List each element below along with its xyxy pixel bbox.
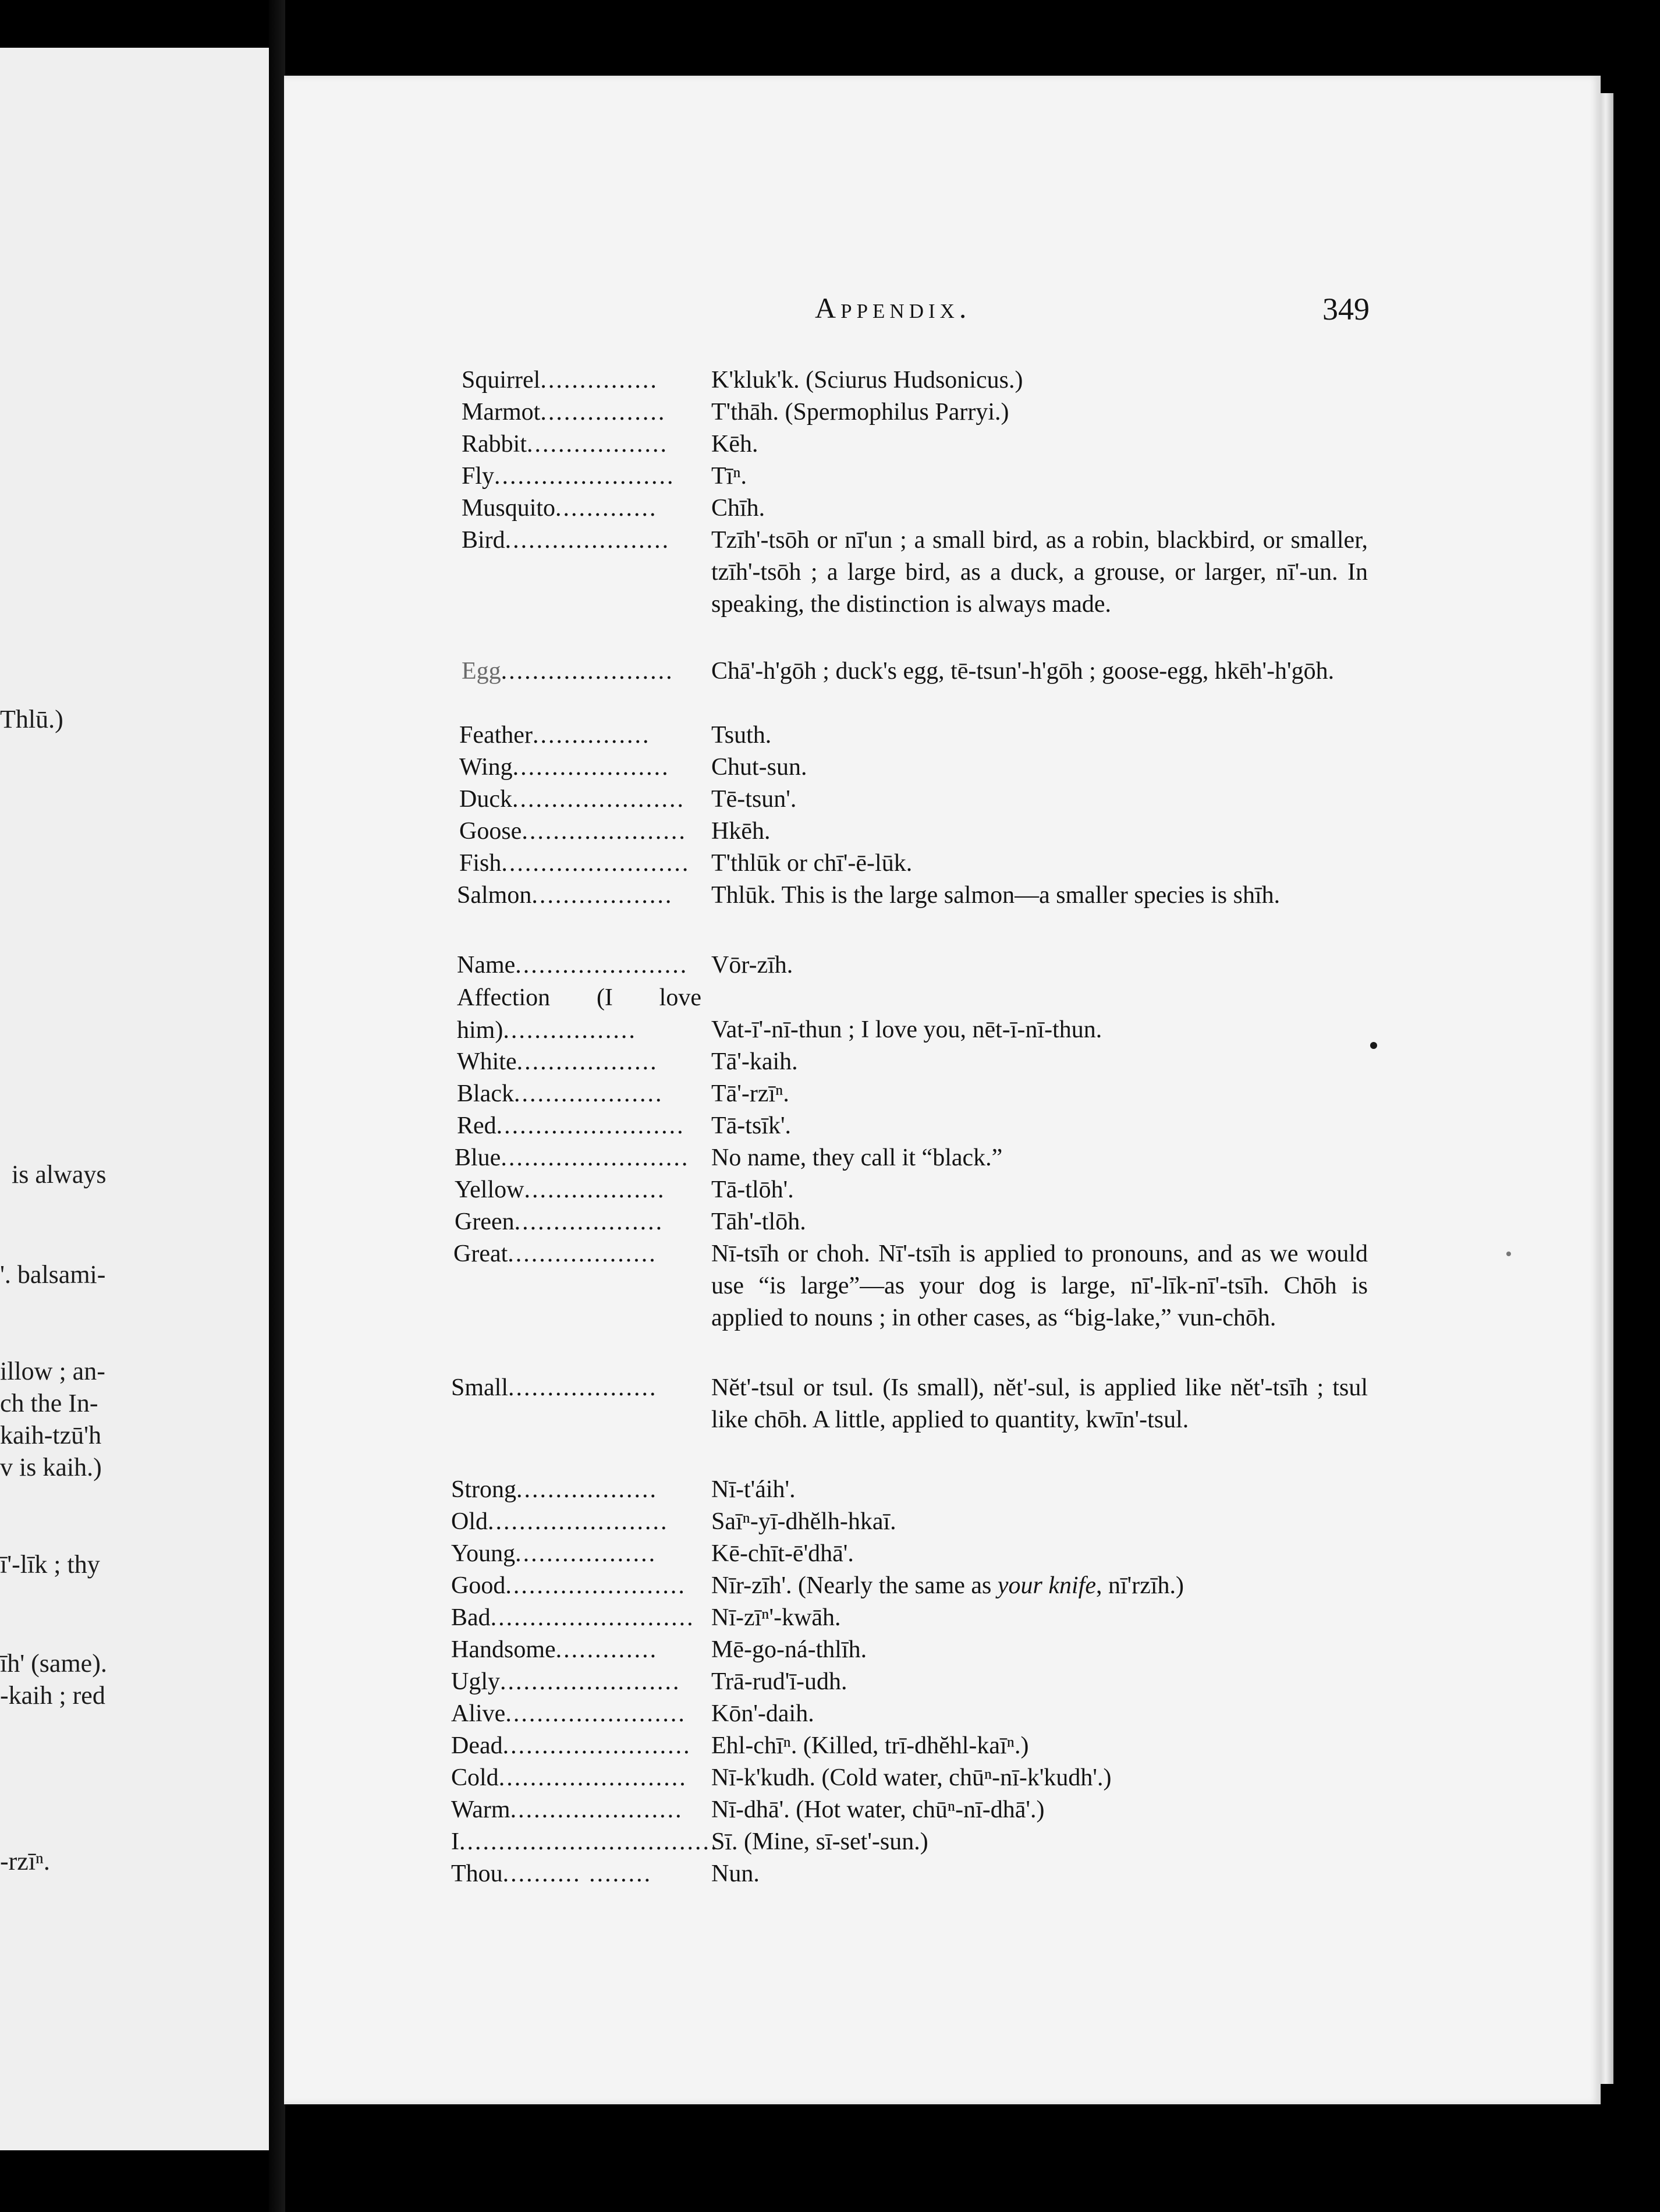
entry-definition: Vat-ī'-nī-thun ; I love you, nēt-ī-nī-thun. bbox=[711, 1016, 1102, 1043]
entry-term: Red........................ bbox=[457, 1112, 685, 1139]
book-gutter bbox=[269, 0, 285, 2212]
page-edge bbox=[1601, 93, 1613, 2084]
entry-term: Alive....................... bbox=[451, 1700, 686, 1727]
left-page-text: Thlū.) bbox=[0, 705, 63, 733]
page-number: 349 bbox=[1322, 292, 1370, 327]
entry-term: Cold........................ bbox=[451, 1764, 687, 1791]
left-page-text: illow ; an- bbox=[0, 1357, 105, 1385]
entry-term: Thou.......... ........ bbox=[451, 1860, 652, 1887]
entry-term: Egg...................... bbox=[462, 658, 674, 685]
entry-definition: K'kluk'k. (Sciurus Hudsonicus.) bbox=[711, 367, 1023, 394]
left-page-text: -rzīⁿ. bbox=[0, 1847, 50, 1876]
entry-definition: Vōr-zīh. bbox=[711, 952, 793, 979]
entry-definition: Tsuth. bbox=[711, 722, 772, 749]
entry-definition: Tzīh'-tsōh or nī'un ; a small bird, as a robin, blackbird, or smaller, tzīh'-tsōh ; a large bird, as a duck, a grouse, or larger, nī'-un. In speaking, the distinction is always made. bbox=[711, 527, 1368, 618]
entry-term: Black................... bbox=[457, 1080, 664, 1107]
entry-term: Strong.................. bbox=[451, 1476, 658, 1503]
entry-term: Wing.................... bbox=[459, 754, 670, 781]
entry-definition: Nun. bbox=[711, 1860, 760, 1887]
entry-definition: Thlūk. This is the large salmon—a smaller species is shīh. bbox=[711, 882, 1281, 909]
entry-term: Duck...................... bbox=[459, 786, 685, 813]
entry-definition: Nĕt'-tsul or tsul. (Is small), nĕt'-sul, is applied like nĕt'-tsīh ; tsul like chōh. A little, applied to quantity, kwīn'-tsul. bbox=[711, 1374, 1368, 1433]
entry-definition: Chut-sun. bbox=[711, 754, 807, 781]
entry-term: Musquito............. bbox=[462, 495, 658, 522]
left-page-text: kaih-tzū'h bbox=[0, 1421, 102, 1449]
entry-term: Handsome............. bbox=[451, 1636, 658, 1663]
entry-definition: Kēh. bbox=[711, 431, 758, 458]
entry-term: White.................. bbox=[457, 1048, 658, 1075]
entry-term: Warm...................... bbox=[451, 1796, 683, 1823]
entry-definition: Tā-tlōh'. bbox=[711, 1176, 794, 1203]
entry-term: Old....................... bbox=[451, 1508, 669, 1535]
entry-definition: Mē-go-ná-thlīh. bbox=[711, 1636, 867, 1663]
entry-definition: Nī-dhā'. (Hot water, chūⁿ-nī-dhā'.) bbox=[711, 1796, 1045, 1823]
entry-definition: Saīⁿ-yī-dhĕlh-hkaī. bbox=[711, 1508, 896, 1535]
entry-term: Fish........................ bbox=[459, 850, 690, 877]
entry-term: Young.................. bbox=[451, 1540, 657, 1567]
entry-definition: Kōn'-daih. bbox=[711, 1700, 814, 1727]
entry-term: Feather............... bbox=[459, 722, 651, 749]
entry-definition: Nī-tsīh or choh. Nī'-tsīh is applied to pronouns, and as we would use “is large”—as your dog is large, nī'-līk-nī'-tsīh. Chōh is applied to nouns ; in other cases, as “big-lake,” vun-chōh. bbox=[711, 1240, 1368, 1331]
left-page-text: is always bbox=[12, 1160, 107, 1189]
entry-term: Yellow.................. bbox=[455, 1176, 666, 1203]
entry-definition: Tāh'-tlōh. bbox=[711, 1208, 806, 1235]
entry-term: Good....................... bbox=[451, 1572, 686, 1599]
entry-definition: Tīⁿ. bbox=[711, 463, 747, 490]
entry-term: Blue........................ bbox=[455, 1144, 690, 1171]
entry-term: Bird..................... bbox=[462, 527, 671, 554]
entry-term: Salmon.................. bbox=[457, 882, 673, 909]
left-page-text: v is kaih.) bbox=[0, 1453, 102, 1481]
ink-speck bbox=[1370, 1042, 1377, 1049]
entry-term: I................................. bbox=[451, 1828, 719, 1855]
left-page-text: īh' (same). bbox=[0, 1649, 107, 1678]
entry-definition: Ehl-chīⁿ. (Killed, trī-dhĕhl-kaīⁿ.) bbox=[711, 1732, 1029, 1759]
entry-definition: No name, they call it “black.” bbox=[711, 1144, 1003, 1171]
entry-term: Marmot................ bbox=[462, 399, 666, 426]
entry-term: Small................... bbox=[451, 1374, 658, 1401]
entry-term: Affection (I love him)................. bbox=[457, 984, 701, 1044]
entry-definition: Tā-tsīk'. bbox=[711, 1112, 792, 1139]
left-page-text: ch the In- bbox=[0, 1389, 98, 1417]
entry-definition: T'thāh. (Spermophilus Parryi.) bbox=[711, 399, 1009, 426]
entry-definition: Tā'-kaih. bbox=[711, 1048, 798, 1075]
running-head: Appendix. bbox=[815, 292, 971, 324]
left-page-text: -kaih ; red bbox=[0, 1681, 105, 1710]
entry-definition: Nī-zīⁿ'-kwāh. bbox=[711, 1604, 841, 1631]
entry-term: Squirrel............... bbox=[462, 367, 658, 394]
entry-term: Bad.......................... bbox=[451, 1604, 695, 1631]
entry-term: Ugly....................... bbox=[451, 1668, 681, 1695]
entry-term: Great................... bbox=[453, 1240, 657, 1267]
entry-definition: T'thlūk or chī'-ē-lūk. bbox=[711, 850, 913, 877]
left-page-text: '. balsami- bbox=[0, 1260, 106, 1289]
entry-term: Green................... bbox=[455, 1208, 664, 1235]
entry-definition: Nīr-zīh'. (Nearly the same as your knife, nī'rzīh.) bbox=[711, 1572, 1184, 1599]
entry-definition: Sī. (Mine, sī-set'-sun.) bbox=[711, 1828, 928, 1855]
entry-definition: Kē-chīt-ē'dhā'. bbox=[711, 1540, 854, 1567]
entry-term: Rabbit.................. bbox=[462, 431, 668, 458]
entry-definition: Nī-t'áih'. bbox=[711, 1476, 796, 1503]
ink-speck bbox=[1506, 1252, 1511, 1256]
entry-definition: Chīh. bbox=[711, 495, 765, 522]
entry-term: Name...................... bbox=[457, 952, 689, 979]
entry-term: Fly....................... bbox=[462, 463, 675, 490]
entry-definition: Tē-tsun'. bbox=[711, 786, 797, 813]
entry-definition: Trā-rud'ī-udh. bbox=[711, 1668, 847, 1695]
entry-definition: Hkēh. bbox=[711, 818, 771, 845]
left-page-fragment bbox=[0, 48, 269, 2150]
entry-term: Goose..................... bbox=[459, 818, 687, 845]
entry-term: Dead........................ bbox=[451, 1732, 691, 1759]
entry-definition: Nī-k'kudh. (Cold water, chūⁿ-nī-k'kudh'.) bbox=[711, 1764, 1112, 1791]
entry-definition: Tā'-rzīⁿ. bbox=[711, 1080, 789, 1107]
entry-definition: Chā'-h'gōh ; duck's egg, tē-tsun'-h'gōh ; goose-egg, hkēh'-h'gōh. bbox=[711, 658, 1335, 685]
left-page-text: ī'-līk ; thy bbox=[0, 1550, 100, 1579]
